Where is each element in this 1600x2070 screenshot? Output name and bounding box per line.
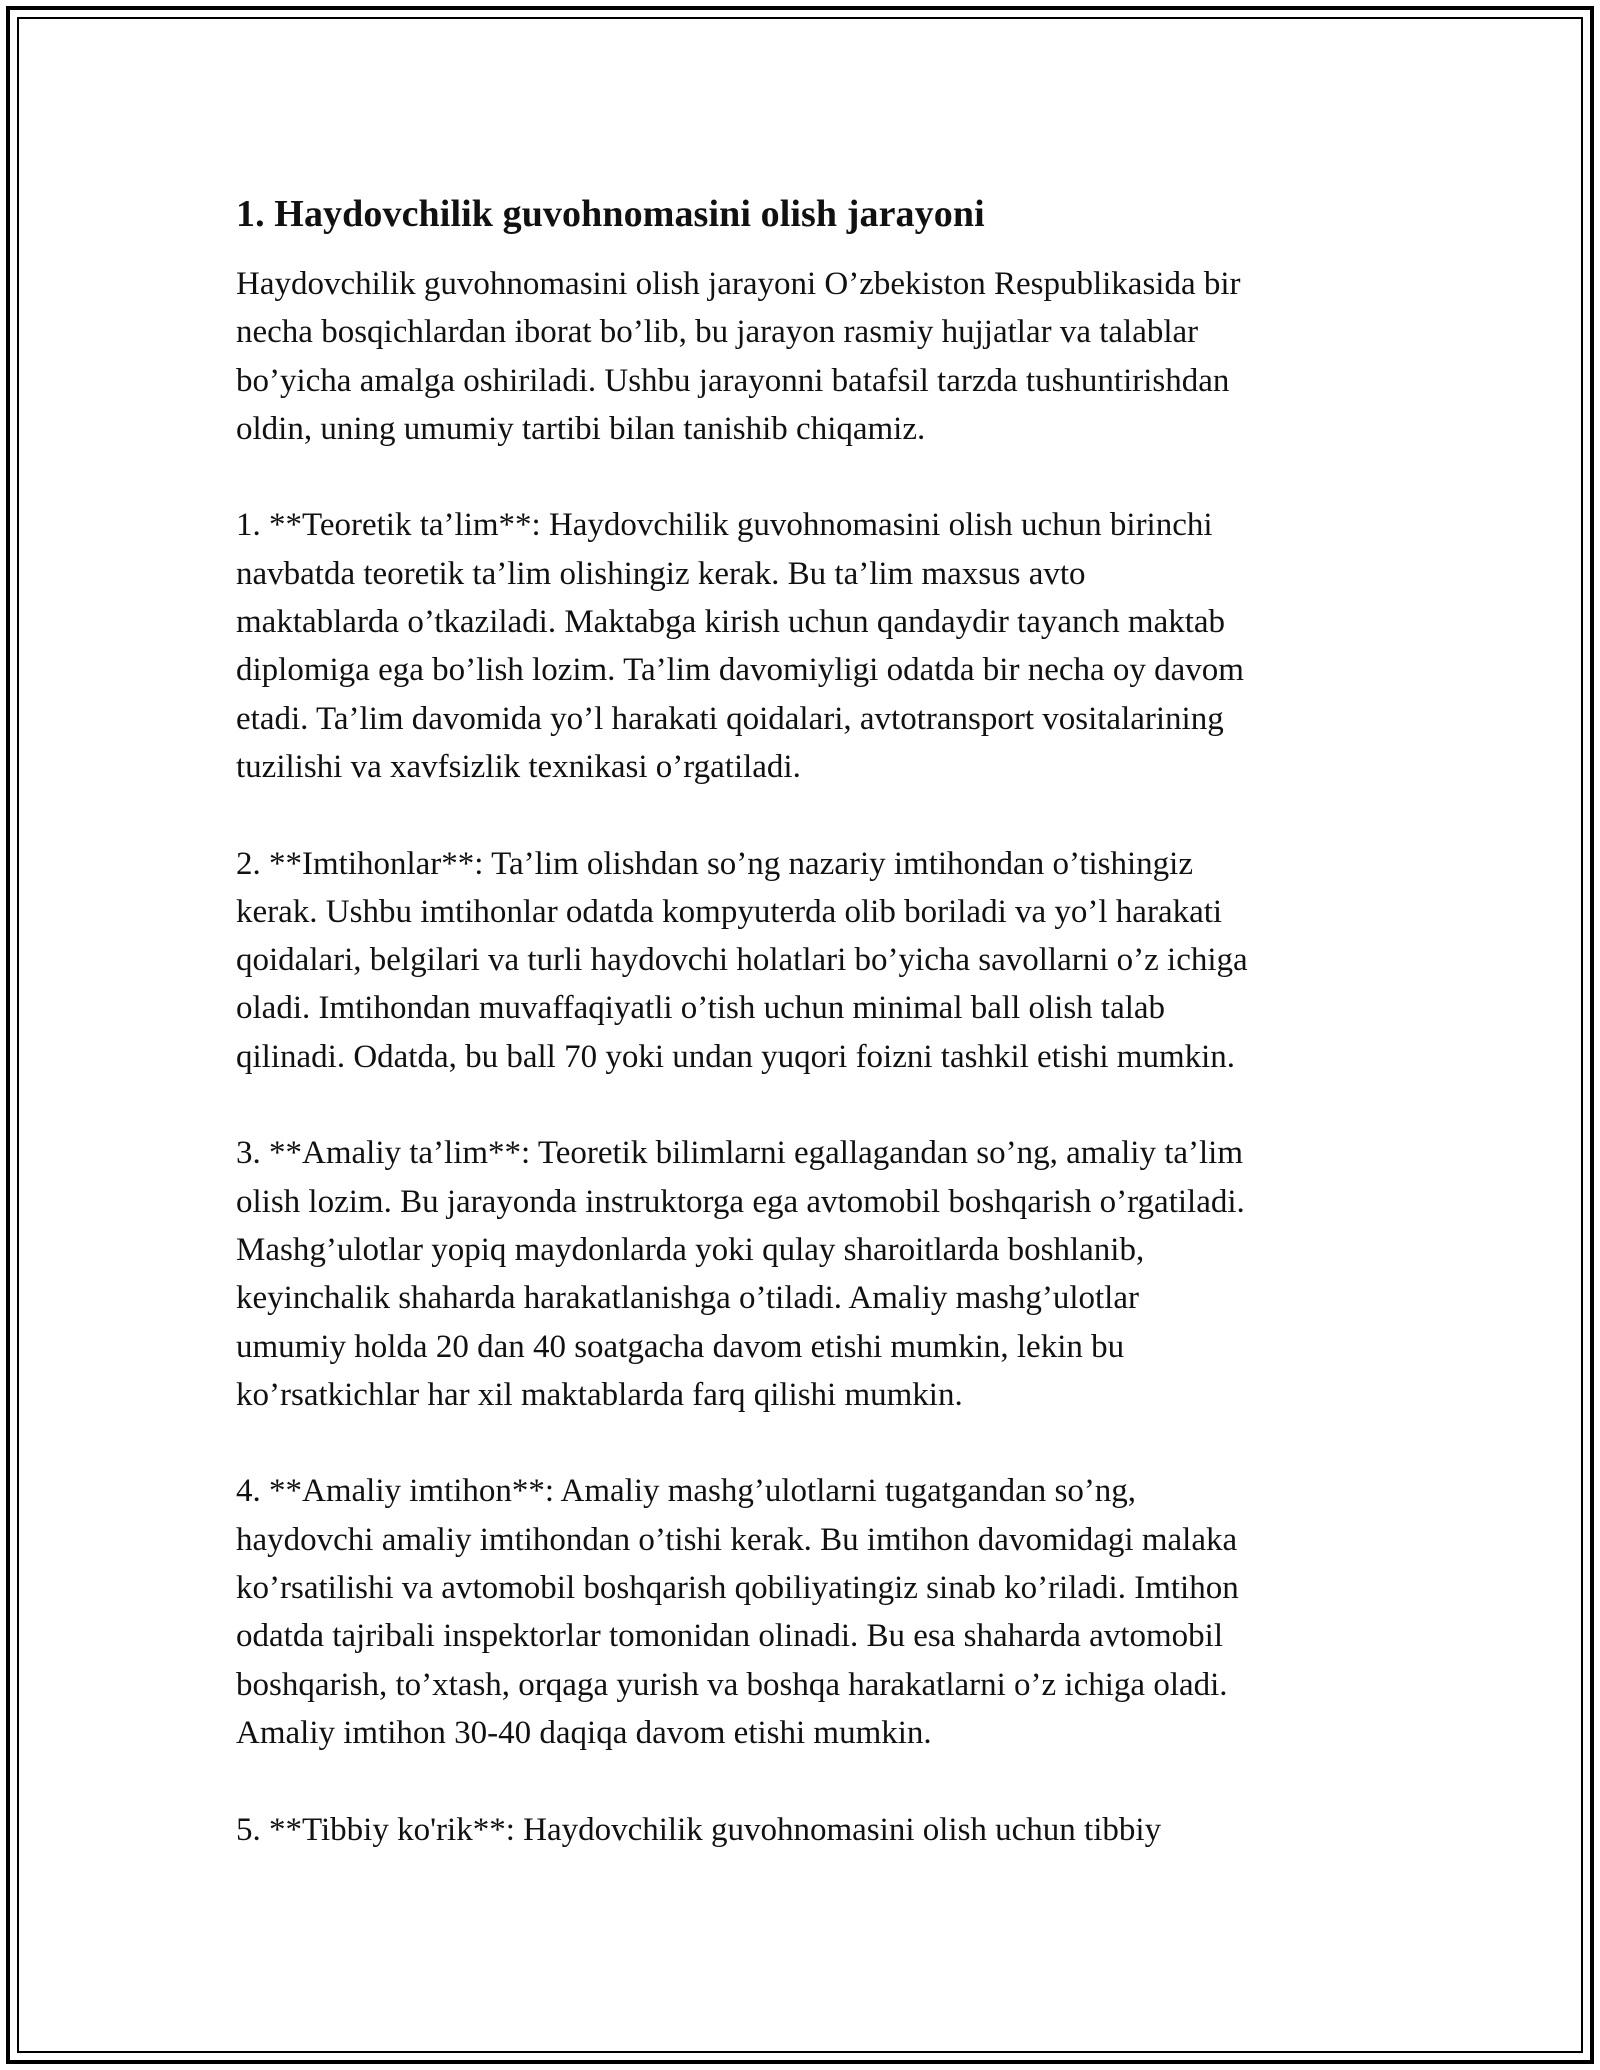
paragraph-line: navbatda teoretik ta’lim olishingiz kerak. Bu ta’lim maxsus avto [236, 555, 1086, 592]
document-title: 1. Haydovchilik guvohnomasini olish jarayoni [236, 193, 985, 235]
paragraph-line: umumiy holda 20 dan 40 soatgacha davom etishi mumkin, lekin bu [236, 1328, 1125, 1365]
paragraph-line: boshqarish, to’xtash, orqaga yurish va boshqa harakatlarni o’z ichiga oladi. [236, 1666, 1228, 1703]
paragraph-line: qilinadi. Odatda, bu ball 70 yoki undan yuqori foizni tashkil etishi mumkin. [236, 1038, 1236, 1075]
paragraph [236, 1806, 1376, 1854]
paragraph-line: haydovchi amaliy imtihondan o’tishi kerak. Bu imtihon davomidagi malaka [236, 1521, 1238, 1558]
paragraph-list [236, 260, 1376, 1854]
paragraph-line: oladi. Imtihondan muvaffaqiyatli o’tish uchun minimal ball olish talab [236, 990, 1166, 1027]
paragraph [236, 840, 1376, 1081]
paragraph [236, 1467, 1376, 1757]
paragraph [236, 501, 1376, 791]
paragraph-line: maktablarda o’tkaziladi. Maktabga kirish uchun qandaydir tayanch maktab [236, 604, 1226, 641]
document-body [236, 190, 1376, 1902]
paragraph-line: oldin, uning umumiy tartibi bilan tanishib chiqamiz. [236, 410, 926, 447]
paragraph [236, 260, 1376, 453]
paragraph-line: diplomiga ega bo’lish lozim. Ta’lim davomiyligi odatda bir necha oy davom [236, 652, 1244, 689]
paragraph-line: keyinchalik shaharda harakatlanishga o’tiladi. Amaliy mashg’ulotlar [236, 1280, 1139, 1317]
paragraph-line: odatda tajribali inspektorlar tomonidan olinadi. Bu esa shaharda avtomobil [236, 1618, 1224, 1655]
paragraph-line: 5. **Tibbiy ko'rik**: Haydovchilik guvohnomasini olish uchun tibbiy [236, 1811, 1162, 1848]
paragraph-line: 1. **Teoretik ta’lim**: Haydovchilik guvohnomasini olish uchun birinchi [236, 507, 1213, 544]
paragraph-line: 3. **Amaliy ta’lim**: Teoretik bilimlarni egallagandan so’ng, amaliy ta’lim [236, 1135, 1243, 1172]
paragraph-line: 2. **Imtihonlar**: Ta’lim olishdan so’ng nazariy imtihondan o’tishingiz [236, 845, 1193, 882]
paragraph-line: Amaliy imtihon 30-40 daqiqa davom etishi mumkin. [236, 1714, 932, 1751]
paragraph-line: necha bosqichlardan iborat bo’lib, bu jarayon rasmiy hujjatlar va talablar [236, 314, 1199, 351]
paragraph-line: Mashg’ulotlar yopiq maydonlarda yoki qulay sharoitlarda boshlanib, [236, 1231, 1145, 1268]
paragraph-line: tuzilishi va xavfsizlik texnikasi o’rgatiladi. [236, 748, 801, 785]
paragraph [236, 1129, 1376, 1419]
paragraph-line: bo’yicha amalga oshiriladi. Ushbu jarayonni batafsil tarzda tushuntirishdan [236, 362, 1230, 399]
paragraph-line: kerak. Ushbu imtihonlar odatda kompyuterda olib boriladi va yo’l harakati [236, 893, 1223, 930]
paragraph-line: ko’rsatilishi va avtomobil boshqarish qobiliyatingiz sinab ko’riladi. Imtihon [236, 1570, 1239, 1607]
paragraph-line: 4. **Amaliy imtihon**: Amaliy mashg’ulotlarni tugatgandan so’ng, [236, 1473, 1137, 1510]
paragraph-line: Haydovchilik guvohnomasini olish jarayoni O’zbekiston Respublikasida bir [236, 266, 1241, 302]
paragraph-line: qoidalari, belgilari va turli haydovchi holatlari bo’yicha savollarni o’z ichiga [236, 942, 1248, 979]
paragraph-line: etadi. Ta’lim davomida yo’l harakati qoidalari, avtotransport vositalarining [236, 700, 1224, 737]
paragraph-line: ko’rsatkichlar har xil maktablarda farq qilishi mumkin. [236, 1376, 963, 1413]
paragraph-line: olish lozim. Bu jarayonda instruktorga ega avtomobil boshqarish o’rgatiladi. [236, 1183, 1245, 1220]
